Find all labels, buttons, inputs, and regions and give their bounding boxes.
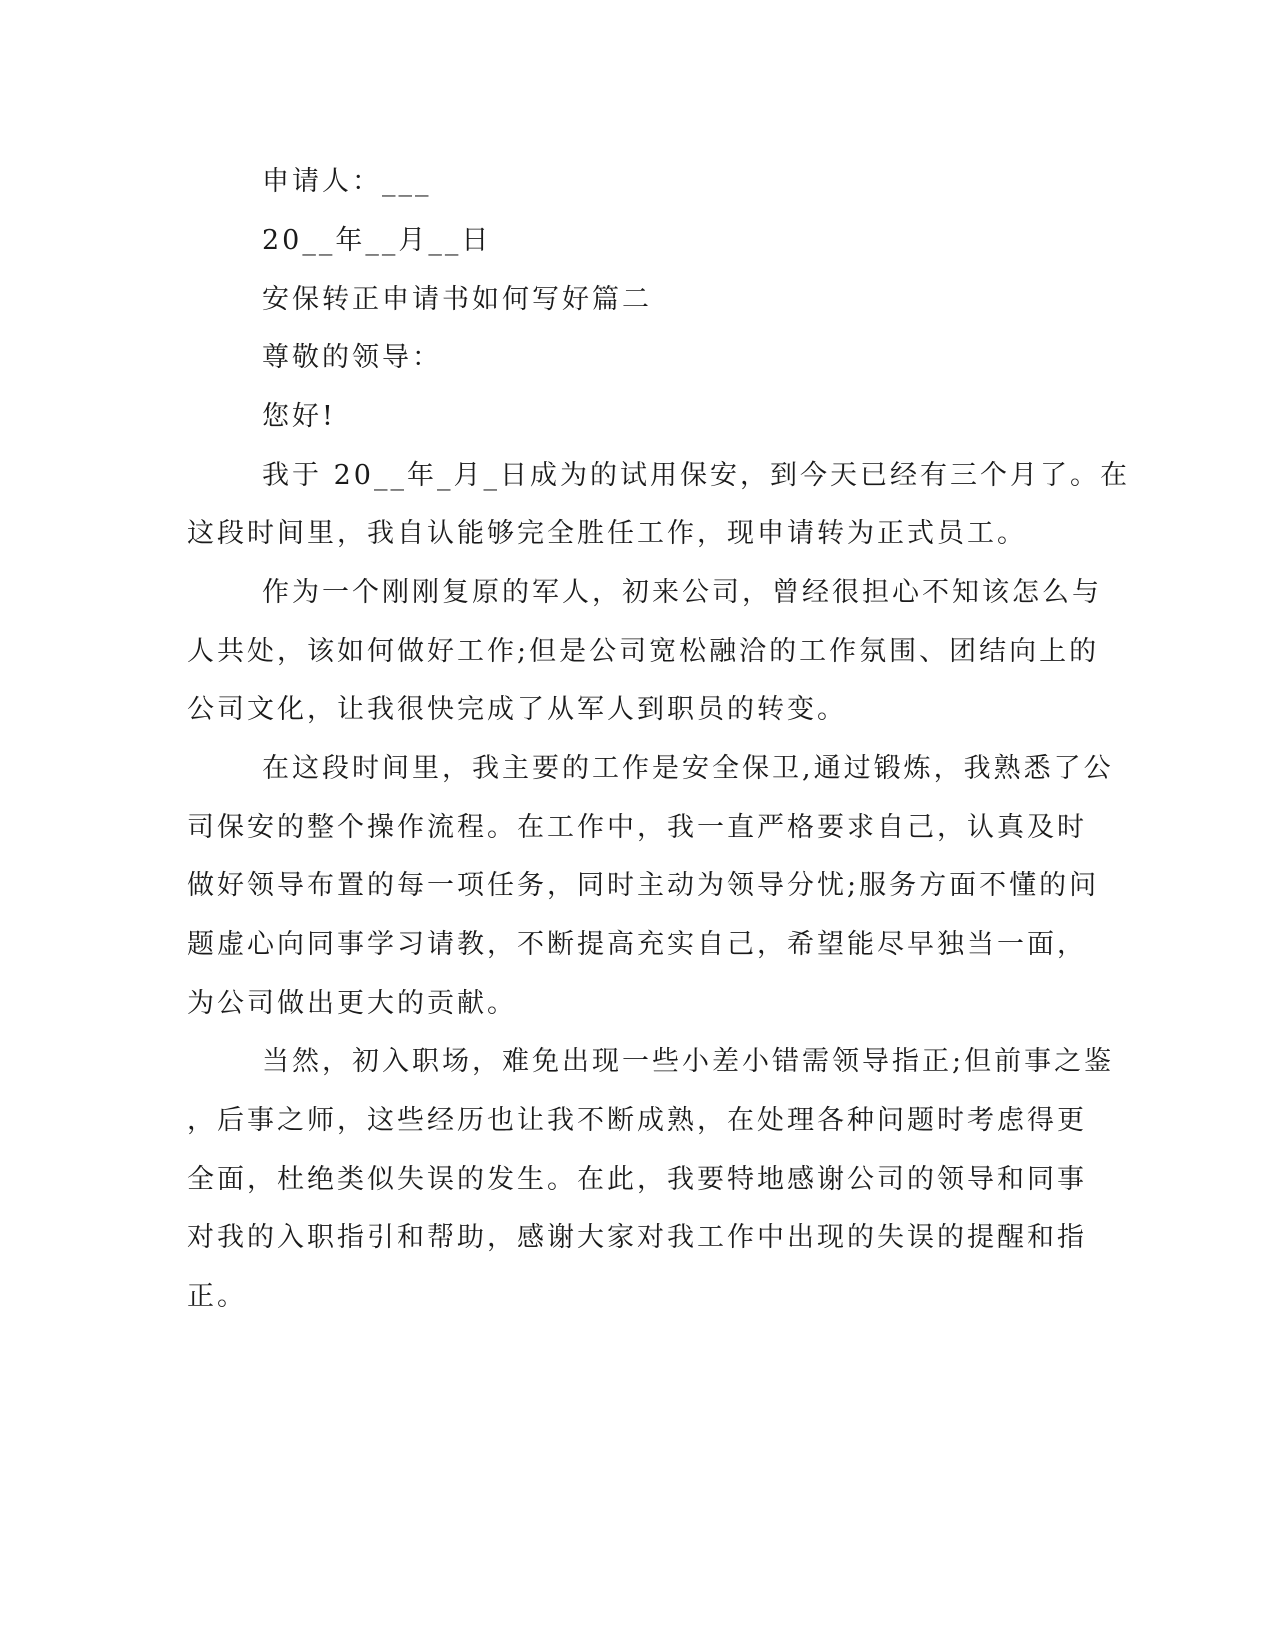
body-line: 在这段时间里，我主要的工作是安全保卫,通过锻炼，我熟悉了公 bbox=[262, 753, 1114, 784]
salutation: 尊敬的领导： bbox=[262, 342, 442, 373]
body-line: 司保安的整个操作流程。在工作中，我一直严格要求自己，认真及时 bbox=[187, 812, 1087, 843]
body-line: 这段时间里，我自认能够完全胜任工作，现申请转为正式员工。 bbox=[187, 518, 1027, 549]
greeting: 您好! bbox=[262, 401, 336, 432]
body-line: 题虚心向同事学习请教，不断提高充实自己，希望能尽早独当一面， bbox=[187, 929, 1087, 960]
body-line: 人共处，该如何做好工作;但是公司宽松融洽的工作氛围、团结向上的 bbox=[187, 636, 1100, 667]
body-line: 正。 bbox=[187, 1281, 247, 1312]
body-line: 做好领导布置的每一项任务，同时主动为领导分忧;服务方面不懂的问 bbox=[187, 870, 1100, 901]
body-line: 全面，杜绝类似失误的发生。在此，我要特地感谢公司的领导和同事 bbox=[187, 1164, 1087, 1195]
document-title: 安保转正申请书如何写好篇二 bbox=[262, 284, 652, 315]
body-line: 作为一个刚刚复原的军人，初来公司，曾经很担心不知该怎么与 bbox=[262, 577, 1102, 608]
body-line: 我于 20__年_月_日成为的试用保安，到今天已经有三个月了。在 bbox=[262, 460, 1130, 491]
body-line: 公司文化，让我很快完成了从军人到职员的转变。 bbox=[187, 694, 847, 725]
date-line: 20__年__月__日 bbox=[262, 225, 492, 256]
applicant-line: 申请人：___ bbox=[262, 166, 432, 197]
body-line: 对我的入职指引和帮助，感谢大家对我工作中出现的失误的提醒和指 bbox=[187, 1222, 1087, 1253]
body-line: 为公司做出更大的贡献。 bbox=[187, 988, 517, 1019]
body-line: 当然，初入职场，难免出现一些小差小错需领导指正;但前事之鉴 bbox=[262, 1046, 1115, 1077]
body-line: ，后事之师，这些经历也让我不断成熟，在处理各种问题时考虑得更 bbox=[187, 1105, 1087, 1136]
